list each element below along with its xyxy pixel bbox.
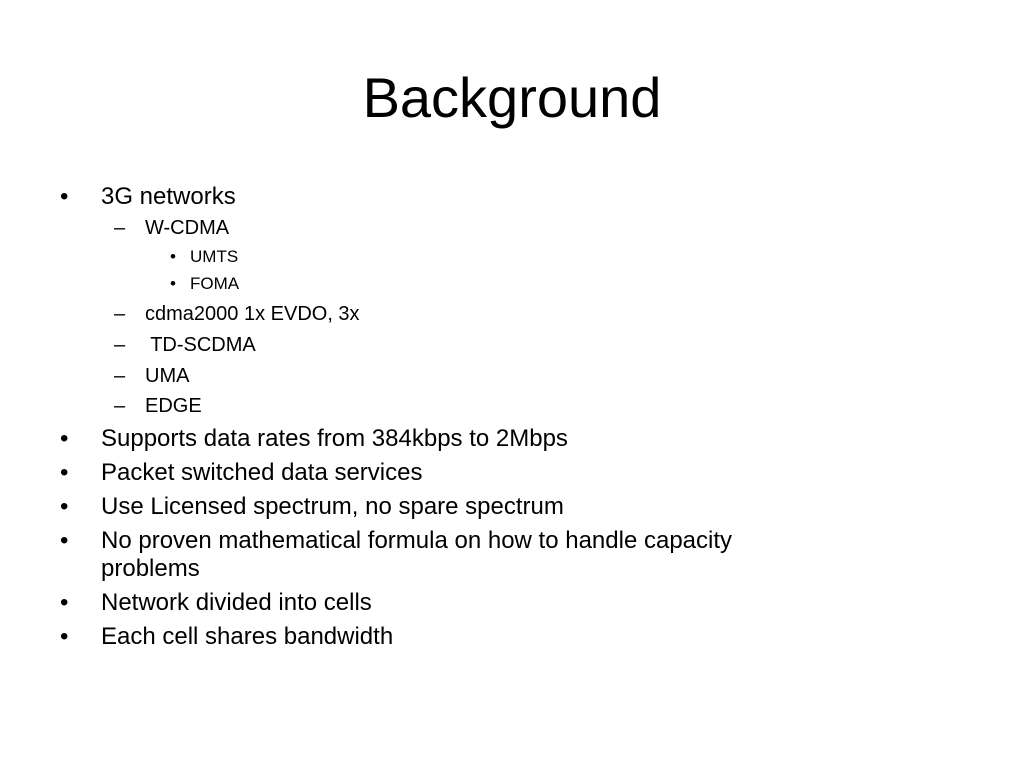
bullet-icon: • <box>60 527 69 554</box>
slide-title: Background <box>362 66 662 129</box>
bullet-icon: • <box>170 247 176 266</box>
bullet-icon: • <box>60 183 69 210</box>
bullet-text: Supports data rates from 384kbps to 2Mbps <box>101 425 568 452</box>
sub-bullet-text: W-CDMA <box>145 217 230 239</box>
dash-icon: – <box>114 217 126 239</box>
bullet-text: Packet switched data services <box>101 459 423 486</box>
bullet-icon: • <box>170 274 176 293</box>
bullet-text: Network divided into cells <box>101 589 372 616</box>
dash-icon: – <box>114 334 126 356</box>
sub-sub-bullet-text: FOMA <box>190 274 240 293</box>
bullet-icon: • <box>60 589 69 616</box>
sub-bullet-text: EDGE <box>145 395 202 417</box>
bullet-text: Use Licensed spectrum, no spare spectrum <box>101 493 564 520</box>
bullet-icon: • <box>60 425 69 452</box>
sub-bullet-text: cdma2000 1x EVDO, 3x <box>145 303 360 325</box>
sub-bullet-text: UMA <box>145 365 190 387</box>
sub-bullet-text: TD-SCDMA <box>145 334 256 356</box>
bullet-text: 3G networks <box>101 183 236 210</box>
bullet-text: Each cell shares bandwidth <box>101 623 394 650</box>
dash-icon: – <box>114 365 126 387</box>
bullet-icon: • <box>60 459 69 486</box>
sub-sub-bullet-text: UMTS <box>190 247 239 266</box>
bullet-icon: • <box>60 623 69 650</box>
bullet-text: problems <box>101 555 200 582</box>
bullet-text: No proven mathematical formula on how to handle capacity <box>101 527 733 554</box>
dash-icon: – <box>114 303 126 325</box>
dash-icon: – <box>114 395 126 417</box>
bullet-icon: • <box>60 493 69 520</box>
